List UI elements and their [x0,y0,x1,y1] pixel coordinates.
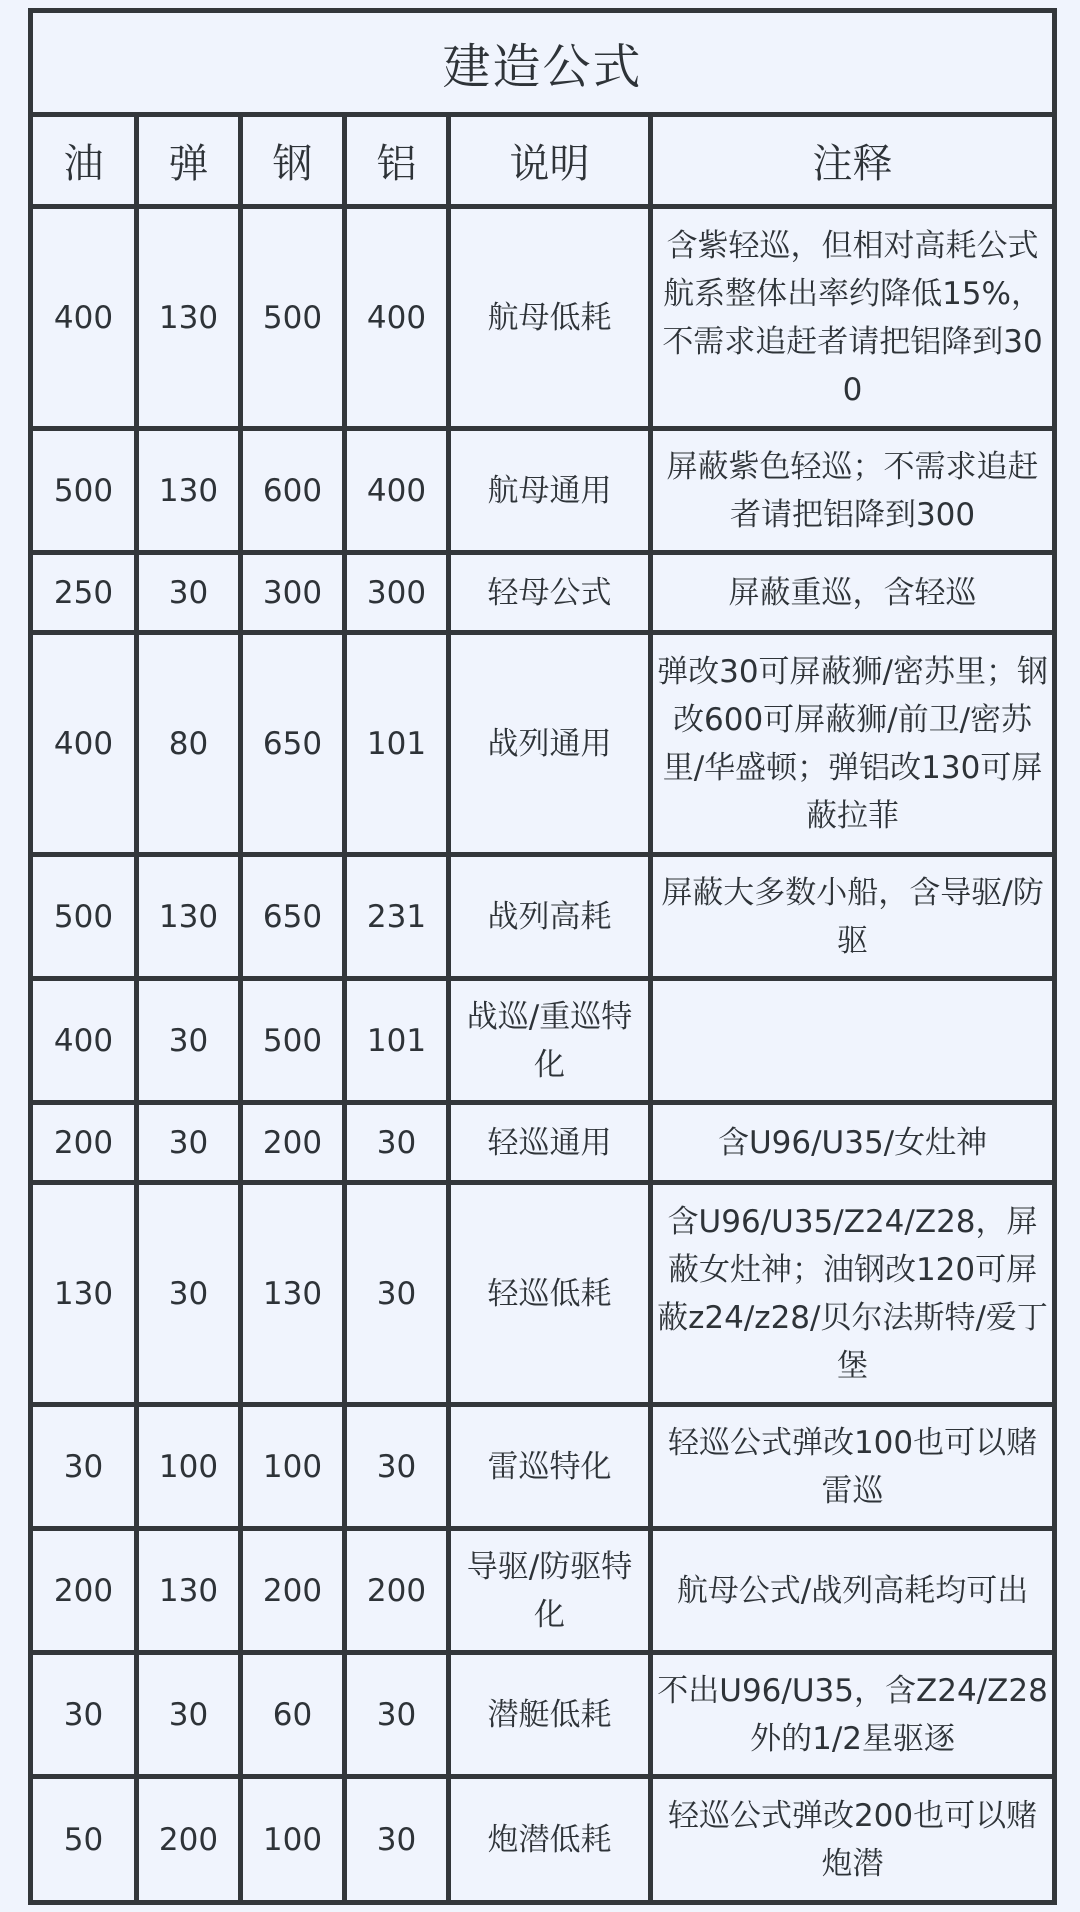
cell-note: 屏蔽大多数小船，含导驱/防驱 [651,855,1055,979]
header-note: 注释 [651,115,1055,207]
cell-steel: 200 [241,1103,345,1183]
table-row [31,207,1055,429]
cell-steel: 100 [241,1777,345,1903]
table-row [31,979,1055,1103]
cell-ammo: 130 [137,429,241,553]
table-row [31,633,1055,855]
title-row [31,11,1055,115]
cell-oil: 200 [31,1529,137,1653]
cell-oil: 400 [31,633,137,855]
cell-oil: 500 [31,855,137,979]
cell-description: 战列高耗 [449,855,651,979]
cell-ammo: 200 [137,1777,241,1903]
table-row [31,1529,1055,1653]
cell-steel: 650 [241,855,345,979]
header-steel: 钢 [241,115,345,207]
cell-oil: 200 [31,1103,137,1183]
cell-steel: 130 [241,1183,345,1405]
cell-steel: 100 [241,1405,345,1529]
cell-description: 战巡/重巡特化 [449,979,651,1103]
cell-description: 航母低耗 [449,207,651,429]
table-row [31,553,1055,633]
cell-ammo: 30 [137,553,241,633]
cell-aluminum: 30 [345,1103,449,1183]
cell-oil: 500 [31,429,137,553]
cell-description: 导驱/防驱特化 [449,1529,651,1653]
cell-ammo: 80 [137,633,241,855]
cell-note [651,979,1055,1103]
cell-description: 轻母公式 [449,553,651,633]
cell-oil: 130 [31,1183,137,1405]
cell-description: 轻巡通用 [449,1103,651,1183]
table-row [31,1405,1055,1529]
cell-note: 含U96/U35/Z24/Z28，屏蔽女灶神；油钢改120可屏蔽z24/z28/贝尔法斯特/爱丁堡 [651,1183,1055,1405]
cell-aluminum: 30 [345,1183,449,1405]
cell-ammo: 30 [137,1653,241,1777]
header-description: 说明 [449,115,651,207]
cell-description: 航母通用 [449,429,651,553]
cell-steel: 300 [241,553,345,633]
cell-steel: 60 [241,1653,345,1777]
cell-oil: 250 [31,553,137,633]
cell-aluminum: 30 [345,1653,449,1777]
cell-aluminum: 101 [345,979,449,1103]
cell-note: 不出U96/U35，含Z24/Z28外的1/2星驱逐 [651,1653,1055,1777]
cell-ammo: 100 [137,1405,241,1529]
cell-aluminum: 400 [345,207,449,429]
cell-ammo: 130 [137,1529,241,1653]
cell-aluminum: 101 [345,633,449,855]
cell-aluminum: 300 [345,553,449,633]
cell-ammo: 130 [137,855,241,979]
table-row [31,429,1055,553]
header-oil: 油 [31,115,137,207]
header-ammo: 弹 [137,115,241,207]
cell-note: 屏蔽紫色轻巡；不需求追赶者请把铝降到300 [651,429,1055,553]
cell-oil: 30 [31,1653,137,1777]
table-row [31,1183,1055,1405]
build-formula-table [28,8,1057,1905]
cell-description: 潜艇低耗 [449,1653,651,1777]
table-row [31,855,1055,979]
cell-steel: 600 [241,429,345,553]
cell-aluminum: 30 [345,1405,449,1529]
cell-oil: 30 [31,1405,137,1529]
cell-note: 弹改30可屏蔽狮/密苏里；钢改600可屏蔽狮/前卫/密苏里/华盛顿；弹铝改130可屏蔽拉菲 [651,633,1055,855]
formula-table-frame [28,8,1052,1912]
cell-description: 雷巡特化 [449,1405,651,1529]
cell-steel: 650 [241,633,345,855]
cell-note: 航母公式/战列高耗均可出 [651,1529,1055,1653]
cell-ammo: 30 [137,979,241,1103]
cell-description: 轻巡低耗 [449,1183,651,1405]
cell-oil: 50 [31,1777,137,1903]
table-row [31,1777,1055,1903]
table-title: 建造公式 [31,11,1055,115]
cell-aluminum: 400 [345,429,449,553]
cell-aluminum: 200 [345,1529,449,1653]
cell-steel: 500 [241,207,345,429]
cell-note: 轻巡公式弹改100也可以赌雷巡 [651,1405,1055,1529]
cell-note: 含U96/U35/女灶神 [651,1103,1055,1183]
table-row [31,1103,1055,1183]
cell-aluminum: 231 [345,855,449,979]
cell-ammo: 130 [137,207,241,429]
cell-description: 战列通用 [449,633,651,855]
cell-aluminum: 30 [345,1777,449,1903]
cell-ammo: 30 [137,1103,241,1183]
cell-ammo: 30 [137,1183,241,1405]
table-row [31,1653,1055,1777]
cell-steel: 200 [241,1529,345,1653]
cell-note: 轻巡公式弹改200也可以赌炮潜 [651,1777,1055,1903]
cell-oil: 400 [31,207,137,429]
header-aluminum: 铝 [345,115,449,207]
header-row [31,115,1055,207]
cell-note: 含紫轻巡，但相对高耗公式航系整体出率约降低15%，不需求追赶者请把铝降到300 [651,207,1055,429]
cell-oil: 400 [31,979,137,1103]
cell-steel: 500 [241,979,345,1103]
cell-note: 屏蔽重巡，含轻巡 [651,553,1055,633]
cell-description: 炮潜低耗 [449,1777,651,1903]
